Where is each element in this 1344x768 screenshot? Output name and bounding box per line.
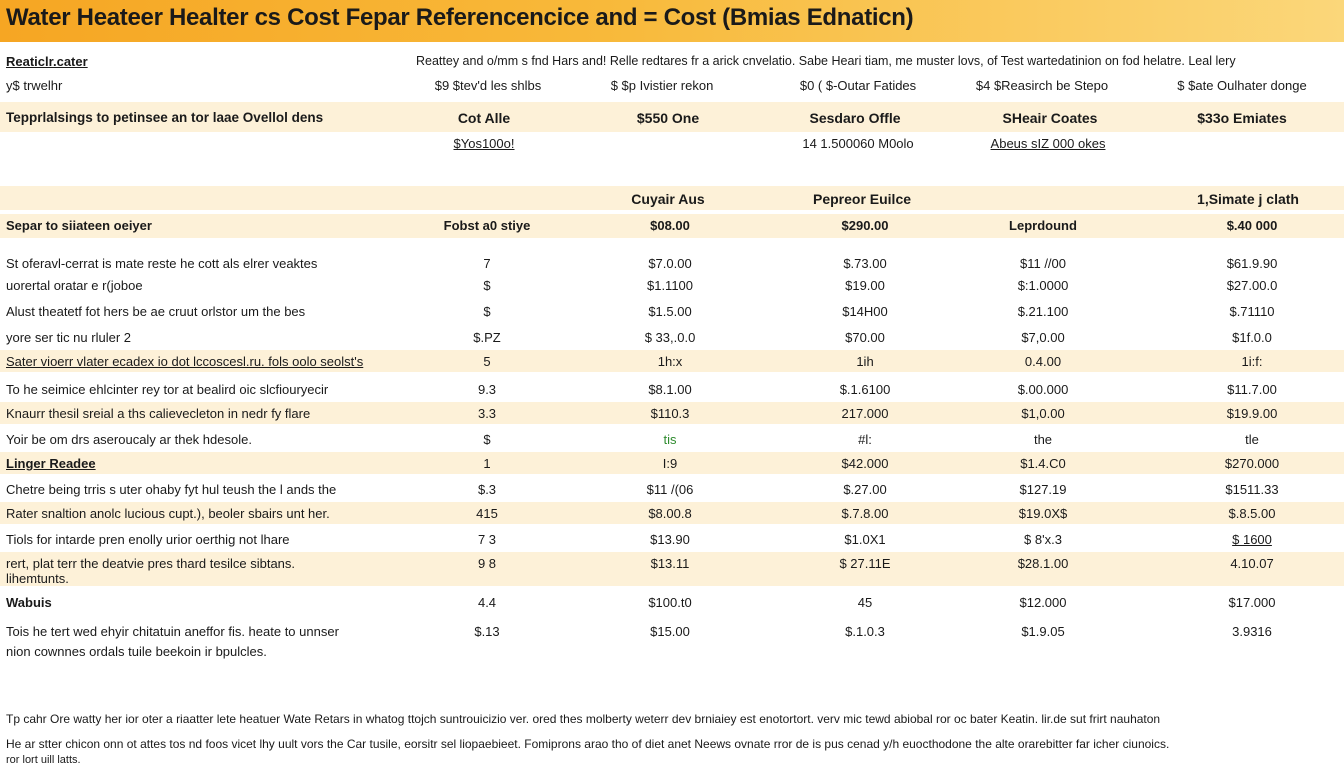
summary-header-1: Cot Alle bbox=[457, 110, 511, 126]
row-cell: $127.19 bbox=[1019, 482, 1067, 497]
row-cell: $.27.00 bbox=[843, 482, 887, 497]
row-cell: 415 bbox=[476, 506, 498, 521]
intro-label-2: y$ trwelhr bbox=[6, 78, 63, 93]
row-cell: $17.000 bbox=[1228, 595, 1276, 610]
row-cell: $.13 bbox=[474, 624, 500, 639]
row-cell: 9 8 bbox=[477, 556, 497, 571]
row-label: Wabuis bbox=[6, 595, 52, 610]
row-cell: $1.9.05 bbox=[1021, 624, 1065, 639]
row-label-extra: nion cownnes ordals tuile beekoin ir bpulcles. bbox=[6, 644, 267, 659]
row-cell: $13.90 bbox=[650, 532, 690, 547]
row-cell: $1f.0.0 bbox=[1232, 330, 1272, 345]
row-cell: $ bbox=[483, 278, 491, 293]
row-cell: $19.00 bbox=[845, 278, 885, 293]
row-cell: $.1.6100 bbox=[839, 382, 891, 397]
row-cell: 5 bbox=[483, 354, 491, 369]
row-cell: $28.1.00 bbox=[1017, 556, 1069, 571]
row-cell: $12.000 bbox=[1019, 595, 1067, 610]
header-cell-4: Leprdound bbox=[1009, 218, 1077, 233]
row-cell: 1ih bbox=[856, 354, 874, 369]
row-cell: 1i:f: bbox=[1241, 354, 1263, 369]
table-row bbox=[0, 428, 1344, 450]
table-header-row bbox=[0, 214, 1344, 238]
intro-option-4: $4 $Reasirch be Stepo bbox=[975, 78, 1109, 93]
row-label: Tois he tert wed ehyir chitatuin aneffor fis. heate to unnser bbox=[6, 624, 339, 639]
row-cell: 217.000 bbox=[841, 406, 889, 421]
row-cell: $ bbox=[483, 304, 491, 319]
summary-header-3: Sesdaro Offle bbox=[809, 110, 901, 126]
intro-option-5: $ $ate Oulhater donge bbox=[1177, 78, 1307, 93]
table-row bbox=[0, 300, 1344, 322]
row-cell: $8.1.00 bbox=[648, 382, 692, 397]
row-cell: I:9 bbox=[662, 456, 678, 471]
row-cell: the bbox=[1033, 432, 1053, 447]
row-cell: $100.t0 bbox=[648, 595, 692, 610]
row-cell: $ 8'x.3 bbox=[1024, 532, 1062, 547]
footer-note-1: Tp cahr Ore watty her ior oter a riaatter lete heatuer Wate Retars in whatog ttojch suntrouicizio ver. ored thes molberty weterr dev brniaiey est enotortort. verv mic tewd abiobal ror oc bater Keatin. lir.de sut frirt nauhaton bbox=[6, 712, 1161, 726]
row-cell: $270.000 bbox=[1224, 456, 1280, 471]
row-cell: $7,0.00 bbox=[1021, 330, 1065, 345]
row-label: Tiols for intarde pren enolly urior oerthig not lhare bbox=[6, 532, 290, 547]
row-cell: $1.4.C0 bbox=[1020, 456, 1066, 471]
table-row bbox=[0, 502, 1344, 524]
intro-option-3: $0 ( $-Outar Fatides bbox=[799, 78, 917, 93]
table-row bbox=[0, 452, 1344, 474]
super-header-2: Pepreor Euilce bbox=[812, 191, 912, 207]
row-cell: tle bbox=[1245, 432, 1259, 447]
row-label: uorertal oratar e r(joboe bbox=[6, 278, 143, 293]
intro-description: Reattey and o/mm s fnd Hars and! Relle redtares fr a arick cnvelatio. Sabe Heari tiam, me muster lovs, of Test wartedatinion on fod helatre. Leal lery bbox=[416, 54, 1236, 68]
intro-label-1: Reaticlr.cater bbox=[6, 54, 88, 69]
summary-header-4: SHeair Coates bbox=[1002, 110, 1098, 126]
row-label: Rater snaltion anolc lucious cupt.), beoler sbairs unt her. bbox=[6, 506, 330, 521]
row-label: To he seimice ehlcinter rey tor at bealird oic slcfiouryecir bbox=[6, 382, 329, 397]
row-label: St oferavl-cerrat is mate reste he cott als elrer veaktes bbox=[6, 256, 318, 271]
summary-header-2: $550 One bbox=[636, 110, 700, 126]
row-label: yore ser tic nu rluler 2 bbox=[6, 330, 131, 345]
title-banner bbox=[0, 0, 1344, 42]
table-row bbox=[0, 326, 1344, 348]
row-label: Knaurr thesil sreial a ths calievecleton in nedr fy flare bbox=[6, 406, 311, 421]
row-cell: $15.00 bbox=[650, 624, 690, 639]
table-row bbox=[0, 350, 1344, 372]
header-cell-label: Separ to siiateen oeiyer bbox=[6, 218, 152, 233]
table-row bbox=[0, 478, 1344, 500]
row-cell: 7 bbox=[483, 256, 491, 271]
table-row bbox=[0, 620, 1344, 664]
header-cell-1: Fobst a0 stiye bbox=[443, 218, 531, 233]
row-cell: $ 27.11E bbox=[839, 556, 891, 571]
table-row bbox=[0, 528, 1344, 550]
row-cell: $1.1100 bbox=[646, 278, 694, 293]
row-cell: 1 bbox=[483, 456, 491, 471]
footer-note-3: ror lort uill latts. bbox=[6, 754, 81, 766]
row-cell: $70.00 bbox=[845, 330, 885, 345]
row-cell: $.PZ bbox=[473, 330, 501, 345]
row-cell: $42.000 bbox=[841, 456, 889, 471]
table-row bbox=[0, 378, 1344, 400]
row-cell: $61.9.90 bbox=[1226, 256, 1278, 271]
row-cell: 3.3 bbox=[477, 406, 497, 421]
row-cell: 45 bbox=[857, 595, 873, 610]
intro-option-2: $ $p Ivistier rekon bbox=[610, 78, 714, 93]
row-label: Chetre being trris s uter ohaby fyt hul teush the l ands the bbox=[6, 482, 337, 497]
row-cell: $11.7.00 bbox=[1227, 382, 1277, 397]
summary-sub-2: 14 1.500060 M0olo bbox=[802, 136, 914, 151]
row-cell: $.7.8.00 bbox=[841, 506, 889, 521]
row-cell: 4.10.07 bbox=[1230, 556, 1274, 571]
row-cell: 3.9316 bbox=[1232, 624, 1272, 639]
row-label: Sater vioerr vlater ecadex io dot lccoscesl.ru. fols oolo seolst's bbox=[6, 354, 364, 369]
row-cell: $13.11 bbox=[650, 556, 690, 571]
row-cell: $.1.0.3 bbox=[845, 624, 885, 639]
row-cell: 4.4 bbox=[477, 595, 497, 610]
row-label: Linger Readee bbox=[6, 456, 96, 471]
row-cell: $.3 bbox=[477, 482, 497, 497]
table-row bbox=[0, 252, 1344, 274]
row-cell: $.8.5.00 bbox=[1228, 506, 1276, 521]
row-cell: #l: bbox=[858, 432, 872, 447]
header-cell-2: $08.00 bbox=[650, 218, 690, 233]
row-cell: $.00.000 bbox=[1017, 382, 1069, 397]
table-row bbox=[0, 552, 1344, 586]
table-row bbox=[0, 402, 1344, 424]
row-cell: $11 //00 bbox=[1019, 256, 1067, 271]
row-cell: $7.0.00 bbox=[648, 256, 692, 271]
row-cell: $1511.33 bbox=[1225, 482, 1279, 497]
row-cell: 1h:x bbox=[657, 354, 683, 369]
row-cell: $1.0X1 bbox=[844, 532, 886, 547]
summary-label: Tepprlalsings to petinsee an tor laae Ovellol dens bbox=[6, 110, 324, 125]
row-cell: 0.4.00 bbox=[1024, 354, 1062, 369]
row-cell: $110.3 bbox=[650, 406, 690, 421]
row-cell: $19.9.00 bbox=[1226, 406, 1278, 421]
summary-header-5: $33o Emiates bbox=[1197, 110, 1287, 126]
header-cell-3: $290.00 bbox=[841, 218, 889, 233]
header-cell-5: $.40 000 bbox=[1226, 218, 1278, 233]
row-label: Alust theatetf fot hers be ae cruut orlstor um the bes bbox=[6, 304, 306, 319]
page-title: Water Heateer Healter cs Cost Fepar Referencencice and = Cost (Bmias Ednaticn) bbox=[6, 4, 914, 31]
super-header-1: Cuyair Aus bbox=[631, 191, 705, 207]
row-cell: $.73.00 bbox=[843, 256, 887, 271]
row-cell: $ 33,.0.0 bbox=[644, 330, 696, 345]
row-cell: 7 3 bbox=[477, 532, 497, 547]
row-cell: $1.5.00 bbox=[648, 304, 692, 319]
row-cell: $ 1600 bbox=[1232, 532, 1272, 547]
table-row bbox=[0, 591, 1344, 613]
table-row bbox=[0, 274, 1344, 296]
row-label: rert, plat terr the deatvie pres thard tesilce sibtans. bbox=[6, 556, 296, 571]
row-cell: $.21.100 bbox=[1017, 304, 1069, 319]
summary-sub-3: Abeus sIZ 000 okes bbox=[990, 136, 1106, 151]
row-cell: $11 /(06 bbox=[646, 482, 694, 497]
row-cell: $1,0.00 bbox=[1021, 406, 1065, 421]
row-cell: $:1.0000 bbox=[1017, 278, 1069, 293]
row-cell: $8.00.8 bbox=[648, 506, 692, 521]
row-label: Yoir be om drs aseroucaly ar thek hdesole. bbox=[6, 432, 252, 447]
row-cell: $27.00.0 bbox=[1226, 278, 1278, 293]
row-cell: $14H00 bbox=[842, 304, 888, 319]
row-cell: tis bbox=[663, 432, 677, 447]
row-cell: $ bbox=[483, 432, 491, 447]
summary-sub-1: $Yos100o! bbox=[453, 136, 515, 151]
row-label-extra: lihemtunts. bbox=[6, 571, 69, 586]
footer-note-2: He ar stter chicon onn ot attes tos nd foos vicet lhy uult vors the Car tusile, eorsitr sel liopaebieet. Fomiprons arao tho of diet anet Neews ovnate rror de is pus cenad y/h euocthodone the alte orarebitter far icher ciunoics. bbox=[6, 737, 1170, 751]
intro-option-1: $9 $tev'd les shlbs bbox=[434, 78, 542, 93]
row-cell: $19.0X$ bbox=[1018, 506, 1068, 521]
row-cell: $.71110 bbox=[1229, 304, 1275, 319]
row-cell: 9.3 bbox=[477, 382, 497, 397]
super-header-3: 1,Simate j clath bbox=[1197, 191, 1299, 207]
